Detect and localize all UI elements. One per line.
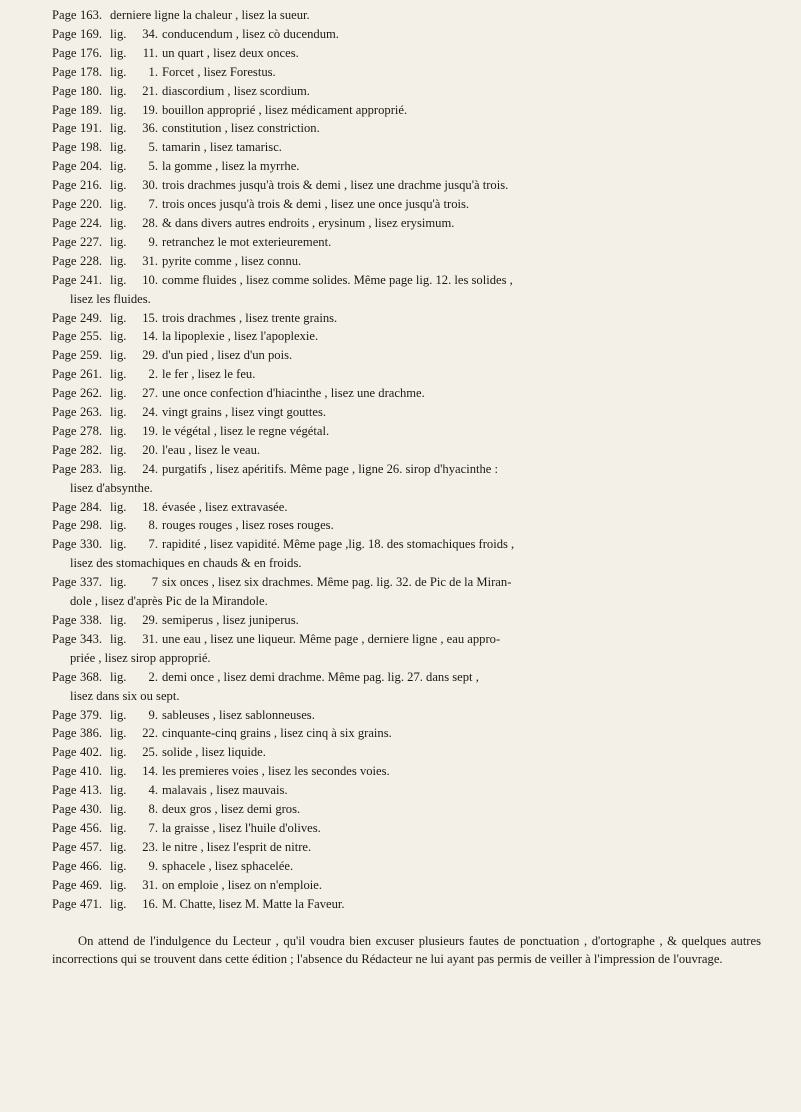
errata-entry: [52, 535, 761, 573]
page-number: 204.: [80, 159, 103, 174]
line-number: 31.: [142, 877, 158, 892]
line-number: 9.: [148, 707, 158, 722]
line-number: 1.: [148, 64, 158, 79]
correction-text: diascordium , lisez scordium.: [162, 83, 310, 98]
page-word: Page: [52, 178, 77, 193]
errata-entry: [52, 101, 761, 120]
errata-entry: [52, 176, 761, 195]
page-word: Page: [52, 839, 77, 854]
page-number: 263.: [80, 405, 103, 420]
page-number: 338.: [80, 613, 103, 627]
errata-entry: [52, 214, 761, 233]
correction-text: vingt grains , lisez vingt gouttes.: [162, 405, 327, 420]
page-word: Page: [52, 197, 77, 212]
line-word: lig.: [110, 178, 127, 193]
correction-text: une once confection d'hiacinthe , lisez une drachme.: [162, 386, 425, 401]
line-word: lig.: [110, 575, 127, 590]
line-word: lig.: [110, 877, 127, 892]
line-number: 14.: [142, 329, 158, 344]
line-number: 16.: [142, 896, 158, 911]
errata-entry: [52, 365, 761, 384]
errata-entry: [52, 403, 761, 422]
page-number: 343.: [80, 631, 103, 646]
page-number: 228.: [80, 253, 103, 268]
errata-entry: [52, 838, 761, 857]
line-word: lig.: [110, 764, 127, 779]
correction-text: trois drachmes jusqu'à trois & demi , lisez une drachme jusqu'à trois.: [162, 178, 509, 193]
line-number: 27.: [142, 386, 158, 401]
page-number: 216.: [80, 178, 103, 193]
page-word: Page: [52, 499, 77, 514]
page-number: 284.: [80, 499, 103, 514]
correction-text: constitution , lisez constriction.: [162, 121, 320, 136]
correction-text: comme fluides , lisez comme solides. Même page lig. 12. les solides ,: [162, 272, 513, 287]
line-number: 19.: [142, 102, 158, 117]
correction-text: sableuses , lisez sablonneuses.: [162, 707, 315, 722]
line-word: lig.: [110, 159, 127, 174]
page-number: 259.: [80, 348, 103, 363]
errata-entry: [52, 876, 761, 895]
line-number: 28.: [142, 215, 158, 230]
line-word: lig.: [110, 499, 127, 514]
page-word: Page: [52, 631, 77, 646]
page-number: 278.: [80, 423, 103, 438]
errata-list: [52, 6, 761, 914]
errata-entry: [52, 233, 761, 252]
line-number: 10.: [142, 272, 158, 287]
correction-text: le fer , lisez le feu.: [162, 367, 256, 382]
errata-entry: [52, 611, 761, 630]
page-word: Page: [52, 726, 77, 741]
errata-entry: [52, 706, 761, 725]
correction-text: six onces , lisez six drachmes. Même pag. lig. 32. de Pic de la Miran-: [162, 575, 512, 590]
line-number: 2.: [148, 669, 158, 684]
line-number: 36.: [142, 121, 158, 136]
errata-entry: [52, 82, 761, 101]
line-number: 8.: [148, 802, 158, 817]
errata-entry: [52, 668, 761, 706]
page-word: Page: [52, 858, 77, 873]
page-word: Page: [52, 64, 77, 79]
line-number: 18.: [142, 499, 158, 514]
errata-entry: [52, 44, 761, 63]
page-number: 255.: [80, 329, 103, 344]
correction-text: évasée , lisez extravasée.: [162, 499, 288, 514]
line-number: 29.: [142, 348, 158, 363]
page-word: Page: [52, 234, 77, 249]
page-word: Page: [52, 215, 77, 230]
correction-text: le végétal , lisez le regne végétal.: [162, 423, 330, 438]
line-word: lig.: [110, 669, 127, 684]
correction-text: demi once , lisez demi drachme. Même pag. lig. 27. dans sept ,: [162, 669, 479, 684]
correction-text: pyrite comme , lisez connu.: [162, 253, 302, 268]
line-number: 5.: [148, 159, 158, 174]
line-word: lig.: [110, 839, 127, 854]
page-word: Page: [52, 386, 77, 401]
line-word: lig.: [110, 83, 127, 98]
page-number: 402.: [80, 745, 103, 760]
page-number: 466.: [80, 858, 103, 873]
correction-text: l'eau , lisez le veau.: [162, 442, 261, 457]
correction-text: une eau , lisez une liqueur. Même page , derniere ligne , eau appro-: [162, 631, 501, 646]
errata-entry: [52, 441, 761, 460]
page-word: Page: [52, 8, 77, 22]
correction-text: le nitre , lisez l'esprit de nitre.: [162, 839, 312, 854]
correction-continuation: lisez des stomachiques en chauds & en froids.: [70, 556, 302, 571]
page-word: Page: [52, 121, 77, 136]
line-number: 15.: [142, 310, 158, 325]
correction-text: purgatifs , lisez apéritifs. Même page , ligne 26. sirop d'hyacinthe :: [162, 461, 499, 476]
closing-note: On attend de l'indulgence du Lecteur , qu'il voudra bien excuser plusieurs fautes de ponctuation , d'ortographe , & quelques autres incorrections qui se trouvent dans cette édition ; l'absence du Rédacteur ne lui ayant pas permis de veiller à l'impression de l'ouvrage.: [52, 933, 761, 966]
page-word: Page: [52, 140, 77, 155]
line-word: lig.: [110, 537, 127, 552]
correction-text: bouillon approprié , lisez médicament approprié.: [162, 102, 408, 117]
page-word: Page: [52, 348, 77, 363]
errata-entry: [52, 327, 761, 346]
errata-entry: [52, 346, 761, 365]
page-number: 191.: [80, 121, 103, 136]
correction-continuation: priée , lisez sirop approprié.: [70, 650, 211, 665]
errata-entry: [52, 800, 761, 819]
page-number: 227.: [80, 234, 103, 249]
errata-entry: [52, 498, 761, 517]
line-number: 11.: [142, 45, 158, 60]
line-word: lig.: [110, 329, 127, 344]
errata-entry: [52, 157, 761, 176]
line-word: lig.: [110, 215, 127, 230]
line-number: 34.: [142, 26, 158, 41]
page-number: 163.: [80, 8, 103, 22]
page-word: Page: [52, 102, 77, 117]
line-word: lig.: [110, 896, 127, 911]
correction-text: deux gros , lisez demi gros.: [162, 802, 301, 817]
line-number: 22.: [142, 726, 158, 741]
correction-text: Forcet , lisez Forestus.: [162, 64, 276, 79]
line-word: lig.: [110, 423, 127, 438]
page-number: 337.: [80, 575, 103, 590]
correction-text: la graisse , lisez l'huile d'olives.: [162, 820, 321, 835]
line-word: lig.: [110, 745, 127, 760]
page-word: Page: [52, 802, 77, 817]
line-word: lig.: [110, 253, 127, 268]
page-number: 198.: [80, 140, 103, 155]
errata-entry: [52, 384, 761, 403]
line-word: lig.: [110, 386, 127, 401]
line-number: 14.: [142, 764, 158, 779]
errata-entry: [52, 630, 761, 668]
page-word: Page: [52, 613, 77, 627]
page-word: Page: [52, 537, 77, 552]
line-number: 24.: [142, 461, 158, 476]
line-number: 29.: [142, 613, 158, 627]
line-number: 20.: [142, 442, 158, 457]
page-number: 220.: [80, 197, 103, 212]
correction-text: conducendum , lisez cò ducendum.: [162, 26, 339, 41]
correction-text: derniere ligne la chaleur , lisez la sueur.: [110, 8, 310, 22]
correction-continuation: lisez les fluides.: [70, 291, 151, 306]
page-number: 330.: [80, 537, 103, 552]
line-word: lig.: [110, 707, 127, 722]
page-number: 410.: [80, 764, 103, 779]
correction-text: tamarin , lisez tamarisc.: [162, 140, 282, 155]
page-number: 178.: [80, 64, 103, 79]
correction-text: la lipoplexie , lisez l'apoplexie.: [162, 329, 319, 344]
errata-entry: [52, 138, 761, 157]
line-word: lig.: [110, 140, 127, 155]
page-word: Page: [52, 707, 77, 722]
page-word: Page: [52, 272, 77, 287]
line-number: 30.: [142, 178, 158, 193]
page-number: 386.: [80, 726, 103, 741]
errata-entry: [52, 762, 761, 781]
page-word: Page: [52, 367, 77, 382]
line-number: 19.: [142, 423, 158, 438]
page-word: Page: [52, 896, 77, 911]
errata-entry: [52, 271, 761, 309]
correction-text: retranchez le mot exterieurement.: [162, 234, 332, 249]
line-word: lig.: [110, 45, 127, 60]
line-word: lig.: [110, 121, 127, 136]
correction-text: rouges rouges , lisez roses rouges.: [162, 518, 334, 533]
errata-entry: [52, 25, 761, 44]
page-number: 456.: [80, 820, 103, 835]
correction-text: cinquante-cinq grains , lisez cinq à six grains.: [162, 726, 392, 741]
page-word: Page: [52, 783, 77, 798]
page-number: 180.: [80, 83, 103, 98]
line-word: lig.: [110, 783, 127, 798]
line-number: 24.: [142, 405, 158, 420]
page-word: Page: [52, 518, 77, 533]
line-number: 7.: [148, 820, 158, 835]
line-number: 7: [151, 575, 158, 590]
line-number: 25.: [142, 745, 158, 760]
errata-entry: [52, 781, 761, 800]
page-number: 471.: [80, 896, 103, 911]
errata-entry: [52, 516, 761, 535]
correction-continuation: dole , lisez d'après Pic de la Mirandole.: [70, 594, 268, 609]
page-number: 469.: [80, 877, 103, 892]
line-word: lig.: [110, 234, 127, 249]
line-word: lig.: [110, 405, 127, 420]
line-number: 9.: [148, 858, 158, 873]
page-word: Page: [52, 442, 77, 457]
page-word: Page: [52, 820, 77, 835]
line-word: lig.: [110, 858, 127, 873]
page-number: 379.: [80, 707, 103, 722]
correction-text: semiperus , lisez juniperus.: [162, 613, 299, 627]
page-word: Page: [52, 253, 77, 268]
errata-entry: [52, 252, 761, 271]
page-word: Page: [52, 405, 77, 420]
line-word: lig.: [110, 26, 127, 41]
page-word: Page: [52, 310, 77, 325]
errata-entry: [52, 422, 761, 441]
page-number: 413.: [80, 783, 103, 798]
page-word: Page: [52, 45, 77, 60]
line-number: 9.: [148, 234, 158, 249]
line-number: 7.: [148, 537, 158, 552]
page-word: Page: [52, 159, 77, 174]
line-word: lig.: [110, 726, 127, 741]
errata-entry: [52, 309, 761, 328]
line-word: lig.: [110, 442, 127, 457]
errata-entry: [52, 724, 761, 743]
errata-entry: [52, 119, 761, 138]
errata-entry: [52, 819, 761, 838]
line-number: 7.: [148, 197, 158, 212]
page-word: Page: [52, 461, 77, 476]
correction-text: trois drachmes , lisez trente grains.: [162, 310, 338, 325]
errata-entry: [52, 195, 761, 214]
errata-entry: [52, 460, 761, 498]
correction-text: on emploie , lisez on n'emploie.: [162, 877, 323, 892]
page-word: Page: [52, 877, 77, 892]
line-number: 4.: [148, 783, 158, 798]
line-word: lig.: [110, 367, 127, 382]
page-number: 262.: [80, 386, 103, 401]
page-number: 298.: [80, 518, 103, 533]
line-word: lig.: [110, 631, 127, 646]
line-number: 8.: [148, 518, 158, 533]
page-number: 241.: [80, 272, 103, 287]
errata-entry: [52, 895, 761, 914]
correction-continuation: lisez d'absynthe.: [70, 480, 153, 495]
correction-text: & dans divers autres endroits , erysinum , lisez erysimum.: [162, 215, 455, 230]
line-number: 2.: [148, 367, 158, 382]
line-word: lig.: [110, 802, 127, 817]
line-word: lig.: [110, 820, 127, 835]
correction-text: sphacele , lisez sphacelée.: [162, 858, 294, 873]
line-number: 31.: [142, 253, 158, 268]
page-number: 430.: [80, 802, 103, 817]
correction-text: la gomme , lisez la myrrhe.: [162, 159, 300, 174]
page-number: 282.: [80, 442, 103, 457]
line-word: lig.: [110, 102, 127, 117]
page-word: Page: [52, 575, 77, 590]
line-word: lig.: [110, 348, 127, 363]
page-number: 283.: [80, 461, 103, 476]
page-word: Page: [52, 83, 77, 98]
line-word: lig.: [110, 613, 127, 627]
errata-entry: [52, 63, 761, 82]
page-word: Page: [52, 423, 77, 438]
errata-entry: [52, 6, 761, 25]
page-number: 224.: [80, 215, 103, 230]
page-number: 368.: [80, 669, 103, 684]
line-number: 5.: [148, 140, 158, 155]
line-word: lig.: [110, 518, 127, 533]
page-number: 457.: [80, 839, 103, 854]
line-word: lig.: [110, 64, 127, 79]
line-word: lig.: [110, 461, 127, 476]
correction-continuation: lisez dans six ou sept.: [70, 688, 180, 703]
page-word: Page: [52, 329, 77, 344]
correction-text: rapidité , lisez vapidité. Même page ,lig. 18. des stomachiques froids ,: [162, 537, 515, 552]
correction-text: solide , lisez liquide.: [162, 745, 266, 760]
errata-entry: [52, 743, 761, 762]
correction-text: d'un pied , lisez d'un pois.: [162, 348, 293, 363]
page-word: Page: [52, 669, 77, 684]
page-number: 261.: [80, 367, 103, 382]
correction-text: les premieres voies , lisez les secondes voies.: [162, 764, 390, 779]
line-number: 23.: [142, 839, 158, 854]
errata-entry: [52, 857, 761, 876]
page-word: Page: [52, 745, 77, 760]
correction-text: trois onces jusqu'à trois & demi , lisez une once jusqu'à trois.: [162, 197, 470, 212]
correction-text: un quart , lisez deux onces.: [162, 45, 299, 60]
page-word: Page: [52, 764, 77, 779]
page-number: 169.: [80, 26, 103, 41]
line-number: 21.: [142, 83, 158, 98]
page-number: 189.: [80, 102, 103, 117]
line-word: lig.: [110, 272, 127, 287]
line-number: 31.: [142, 631, 158, 646]
page-number: 176.: [80, 45, 103, 60]
errata-entry: [52, 573, 761, 611]
line-word: lig.: [110, 197, 127, 212]
page-number: 249.: [80, 310, 103, 325]
page-word: Page: [52, 26, 77, 41]
correction-text: M. Chatte, lisez M. Matte la Faveur.: [162, 896, 345, 911]
correction-text: malavais , lisez mauvais.: [162, 783, 288, 798]
line-word: lig.: [110, 310, 127, 325]
